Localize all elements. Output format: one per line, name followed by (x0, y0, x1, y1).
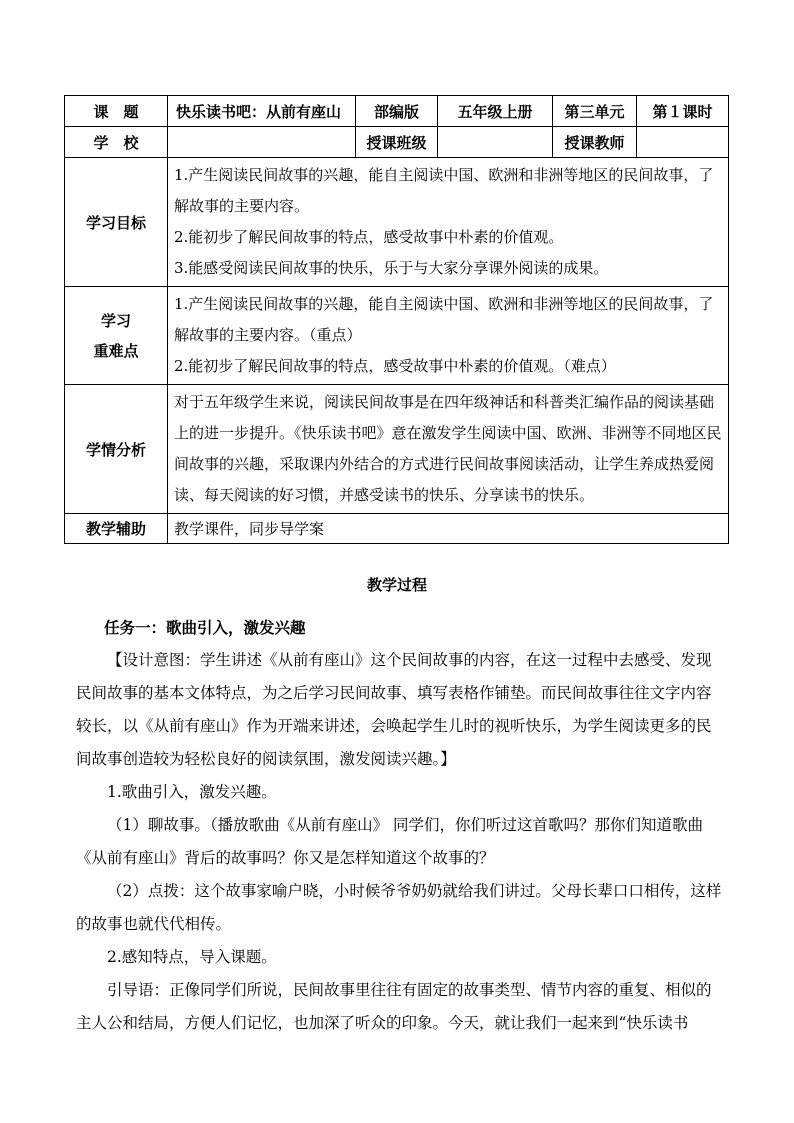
school-value (168, 127, 356, 158)
step-2: 2.感知特点，导入课题。 (107, 948, 277, 966)
teacher-label: 授课教师 (553, 127, 637, 158)
goal-item: 1.产生阅读民间故事的兴趣，能自主阅读中国、欧洲和非洲等地区的民间故事，了解故事的主要内容。 (174, 166, 714, 215)
guide-text: 引导语：正像同学们所说，民间故事里往往有固定的故事类型、情节内容的重复、相似的主人公和结局，方便人们记忆，也加深了听众的印象。今天，就让我们一起来到“快乐读书 (76, 981, 712, 1032)
keypoints-row (65, 287, 729, 385)
aids-row (65, 514, 729, 544)
lesson-info-table (64, 95, 729, 544)
class-label: 授课班级 (356, 127, 438, 158)
keypoint-item: 1.产生阅读民间故事的兴趣，能自主阅读中国、欧洲和非洲等地区的民间故事，了解故事的主要内容。（重点） (174, 295, 714, 344)
step-1: 1.歌曲引入，激发兴趣。 (107, 783, 277, 801)
analysis-label: 学情分析 (65, 385, 168, 514)
unit: 第三单元 (553, 96, 637, 127)
school-row (65, 127, 729, 158)
teacher-value (637, 127, 729, 158)
class-value (438, 127, 553, 158)
lesson: 第１课时 (637, 96, 729, 127)
step-1a: （1）聊故事。（播放歌曲《从前有座山》 同学们，你们听过这首歌吗？那你们知道歌曲《从前有座山》背后的故事吗？你又是怎样知道这个故事的？ (76, 816, 704, 867)
goals-label: 学习目标 (65, 158, 168, 287)
course-row (65, 96, 729, 127)
goal-item: 3.能感受阅读民间故事的快乐，乐于与大家分享课外阅读的成果。 (174, 259, 609, 277)
keypoints-label: 学习 重难点 (65, 287, 168, 385)
goal-item: 2.能初步了解民间故事的特点，感受故事中朴素的价值观。 (174, 228, 564, 246)
course-title: 快乐读书吧：从前有座山 (168, 96, 356, 127)
edition: 部编版 (356, 96, 438, 127)
process-title: 教学过程 (366, 576, 427, 594)
process-body (76, 611, 722, 1040)
task-heading: 任务一：歌曲引入，激发兴趣 (104, 618, 306, 637)
keypoints-cell (168, 287, 729, 385)
aids-text: 教学课件，同步导学案 (168, 514, 729, 544)
goals-cell (168, 158, 729, 287)
analysis-row (65, 385, 729, 514)
aids-label: 教学辅助 (65, 514, 168, 544)
step-1b: （2）点拨：这个故事家喻户晓，小时候爷爷奶奶就给我们讲过。父母长辈口口相传，这样的故事也就代代相传。 (76, 882, 722, 933)
school-label: 学 校 (65, 127, 168, 158)
goals-row (65, 158, 729, 287)
analysis-text: 对于五年级学生来说，阅读民间故事是在四年级神话和科普类汇编作品的阅读基础上的进一步提升。《快乐读书吧》意在激发学生阅读中国、欧洲、非洲等不同地区民间故事的兴趣，采取课内外结合的方式进行民间故事阅读活动，让学生养成热爱阅读、每天阅读的好习惯，并感受读书的快乐、分享读书的快乐。 (168, 385, 729, 514)
course-label: 课 题 (65, 96, 168, 127)
grade: 五年级上册 (438, 96, 553, 127)
keypoint-item: 2.能初步了解民间故事的特点，感受故事中朴素的价值观。（难点） (174, 357, 616, 375)
design-intent: 【设计意图：学生讲述《从前有座山》这个民间故事的内容，在这一过程中去感受、发现民间故事的基本文体特点，为之后学习民间故事、填写表格作铺垫。而民间故事往往文字内容较长，以《从前有座山》作为开端来讲述，会唤起学生儿时的视听快乐，为学生阅读更多的民间故事创造较为轻松良好的阅读氛围，激发阅读兴趣。】 (76, 651, 712, 768)
